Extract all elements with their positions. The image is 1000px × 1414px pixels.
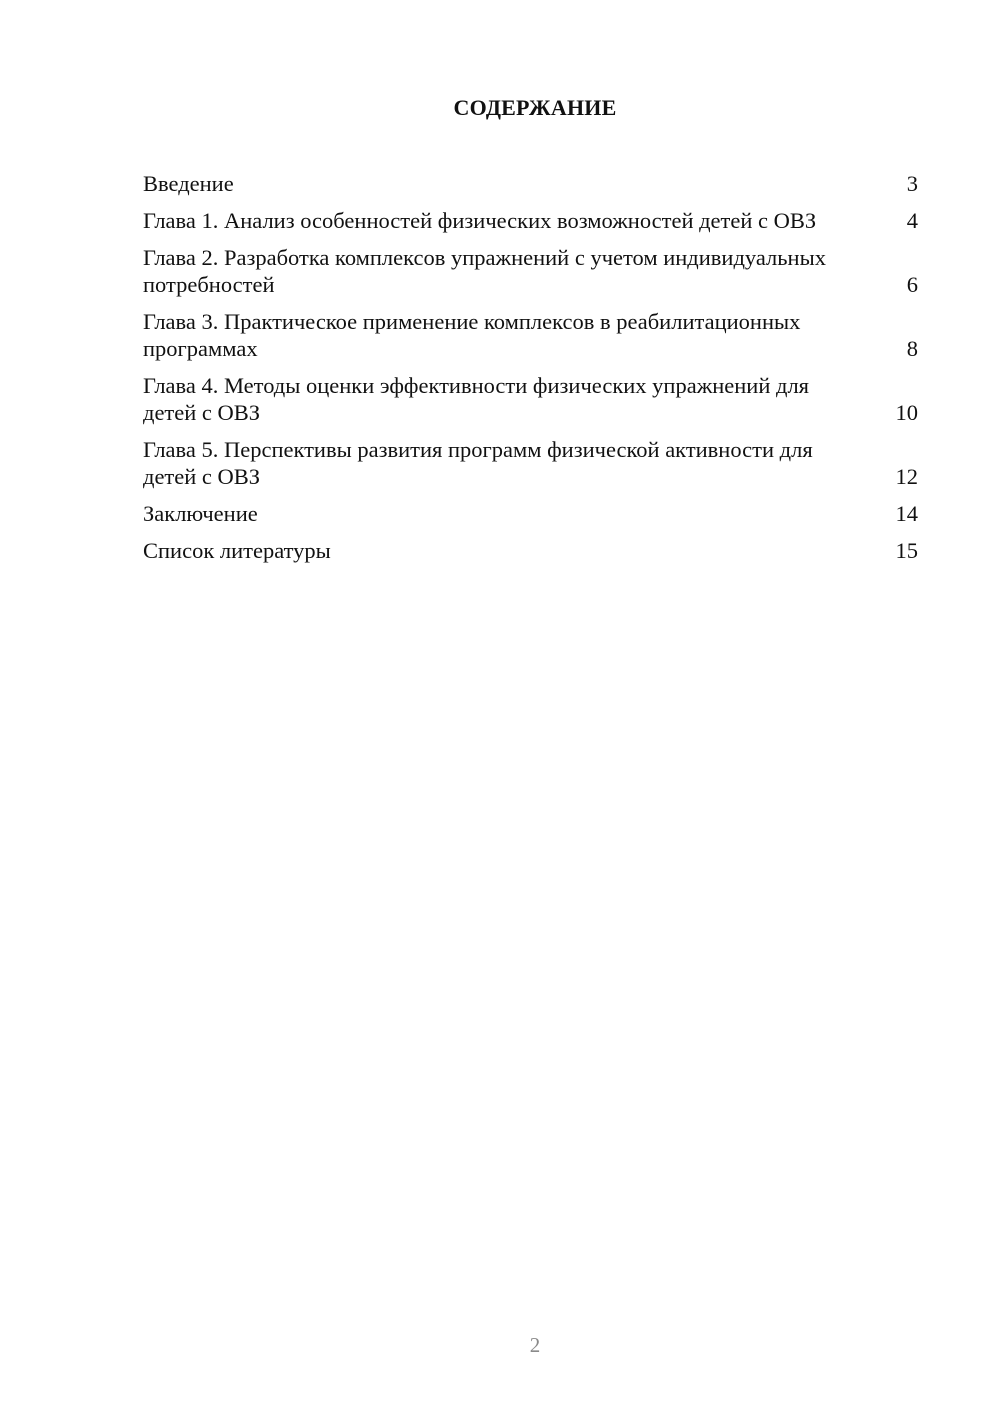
toc-entry-title: Список литературы: [143, 538, 331, 563]
toc-entry: [143, 500, 918, 527]
toc-entry-title: Глава 3. Практическое применение комплексов в реабилитационных программах: [143, 309, 801, 361]
toc-entry: [143, 244, 918, 298]
toc-entry-page: 3: [906, 171, 918, 196]
toc-entry: [143, 537, 918, 564]
toc-entry: [143, 436, 918, 490]
toc-entry-page: 4: [906, 208, 918, 233]
toc-entry-page: 12: [895, 464, 918, 489]
toc-entry-page: 10: [895, 400, 918, 425]
page-title: СОДЕРЖАНИЕ: [453, 95, 617, 120]
toc-entry-title: Введение: [143, 171, 234, 196]
toc-entry-title: Заключение: [143, 501, 258, 526]
toc-entry: [143, 308, 918, 362]
toc-entry-title: Глава 5. Перспективы развития программ физической активности для детей с ОВЗ: [143, 437, 813, 489]
page-number: 2: [529, 1333, 541, 1357]
toc-entry: [143, 170, 918, 197]
toc-entry-title: Глава 4. Методы оценки эффективности физических упражнений для детей с ОВЗ: [143, 373, 810, 425]
toc-entry: [143, 207, 918, 234]
table-of-contents: [143, 170, 918, 574]
toc-entry-title: Глава 1. Анализ особенностей физических возможностей детей с ОВЗ: [143, 208, 817, 233]
toc-entry-page: 6: [906, 272, 918, 297]
toc-entry-page: 8: [906, 336, 918, 361]
toc-entry: [143, 372, 918, 426]
toc-entry-page: 15: [895, 538, 918, 563]
toc-entry-title: Глава 2. Разработка комплексов упражнений с учетом индивидуальных потребностей: [143, 245, 826, 297]
toc-entry-page: 14: [895, 501, 918, 526]
